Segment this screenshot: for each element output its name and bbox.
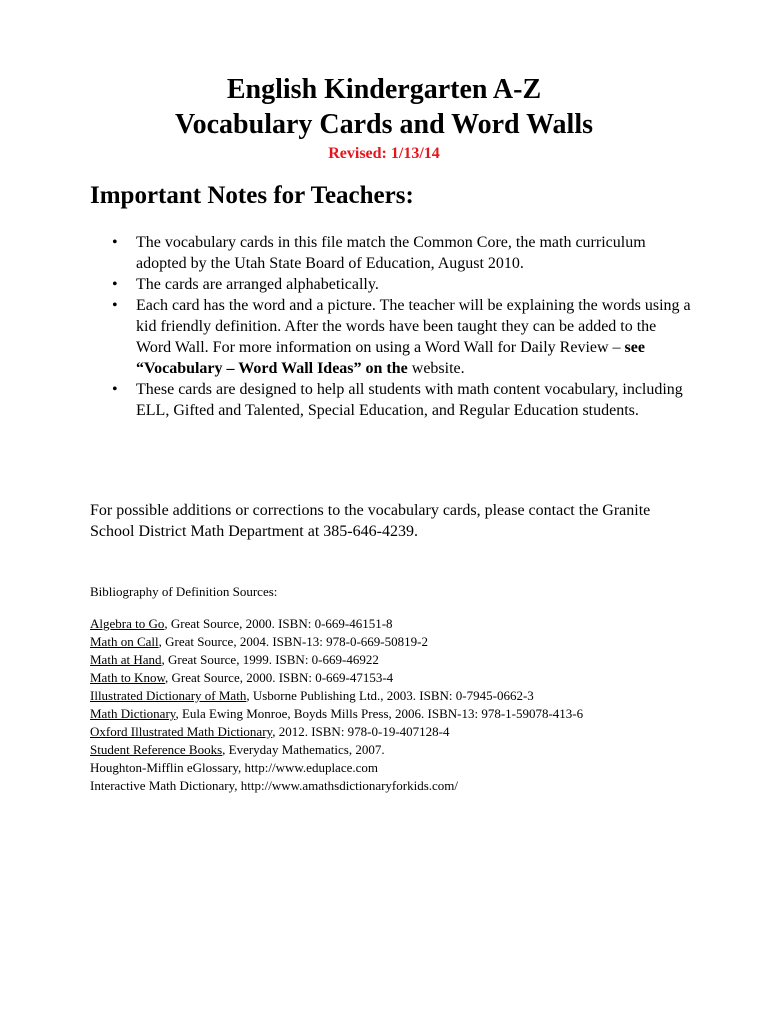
book-details: , Great Source, 2000. ISBN: 0-669-46151-8 — [164, 616, 393, 631]
bibliography-entry — [90, 759, 730, 777]
bibliography-list — [90, 615, 730, 795]
title-line-2: Vocabulary Cards and Word Walls — [174, 109, 594, 140]
book-details: , Great Source, 2004. ISBN-13: 978-0-669-50819-2 — [158, 634, 428, 649]
list-item — [112, 295, 692, 379]
list-item — [112, 379, 692, 421]
book-details: Interactive Math Dictionary, http://www.amathsdictionaryforkids.com/ — [90, 778, 458, 793]
bibliography-entry — [90, 705, 730, 723]
contact-paragraph: For possible additions or corrections to the vocabulary cards, please contact the Granite School District Math Department at 385-646-4239. — [90, 502, 651, 540]
bullet-text: Each card has the word and a picture. The teacher will be explaining the words using a kid friendly definition. After the words have been taught they can be added to the Word Wall. For more information on using a Word Wall for Daily Review – — [136, 297, 691, 356]
bibliography-entry — [90, 669, 730, 687]
bibliography-entry — [90, 633, 730, 651]
book-title: Math on Call — [90, 634, 159, 649]
bullet-text: These cards are designed to help all students with math content vocabulary, including ELL, Gifted and Talented, Special Education, and Regular Education students. — [136, 381, 683, 419]
book-title: Student Reference Books — [90, 742, 223, 757]
book-details: , Great Source, 1999. ISBN: 0-669-46922 — [161, 652, 379, 667]
notes-list — [112, 232, 692, 421]
title-line-1: English Kindergarten A-Z — [226, 74, 542, 105]
book-details: , Usborne Publishing Ltd., 2003. ISBN: 0-7945-0662-3 — [246, 688, 534, 703]
bibliography-entry — [90, 687, 730, 705]
word-wall-reference: see “Vocabulary – Word Wall Ideas” on the — [136, 339, 645, 377]
book-title: Oxford Illustrated Math Dictionary — [90, 724, 273, 739]
bullet-text: The vocabulary cards in this file match the Common Core, the math curriculum adopted by the Utah State Board of Education, August 2010. — [136, 234, 646, 272]
book-title: Math to Know — [90, 670, 165, 685]
book-title: Math Dictionary — [90, 706, 176, 721]
bibliography-entry — [90, 777, 730, 795]
list-item — [112, 232, 692, 274]
book-details: , 2012. ISBN: 978-0-19-407128-4 — [272, 724, 450, 739]
bibliography-entry — [90, 741, 730, 759]
revised-date: Revised: 1/13/14 — [328, 145, 440, 162]
book-details: , Eula Ewing Monroe, Boyds Mills Press, 2006. ISBN-13: 978-1-59078-413-6 — [175, 706, 584, 721]
book-details: , Great Source, 2000. ISBN: 0-669-47153-4 — [165, 670, 394, 685]
bibliography-title: Bibliography of Definition Sources: — [90, 584, 278, 599]
book-details: , Everyday Mathematics, 2007. — [222, 742, 385, 757]
book-details: Houghton-Mifflin eGlossary, http://www.eduplace.com — [90, 760, 378, 775]
bullet-text: website. — [407, 360, 465, 377]
list-item — [112, 274, 692, 295]
bibliography-entry — [90, 651, 730, 669]
bibliography-entry — [90, 723, 730, 741]
book-title: Algebra to Go — [90, 616, 165, 631]
bullet-text: The cards are arranged alphabetically. — [136, 276, 379, 293]
notes-heading: Important Notes for Teachers: — [90, 182, 414, 209]
book-title: Illustrated Dictionary of Math — [90, 688, 247, 703]
book-title: Math at Hand — [90, 652, 162, 667]
bibliography-entry — [90, 615, 730, 633]
